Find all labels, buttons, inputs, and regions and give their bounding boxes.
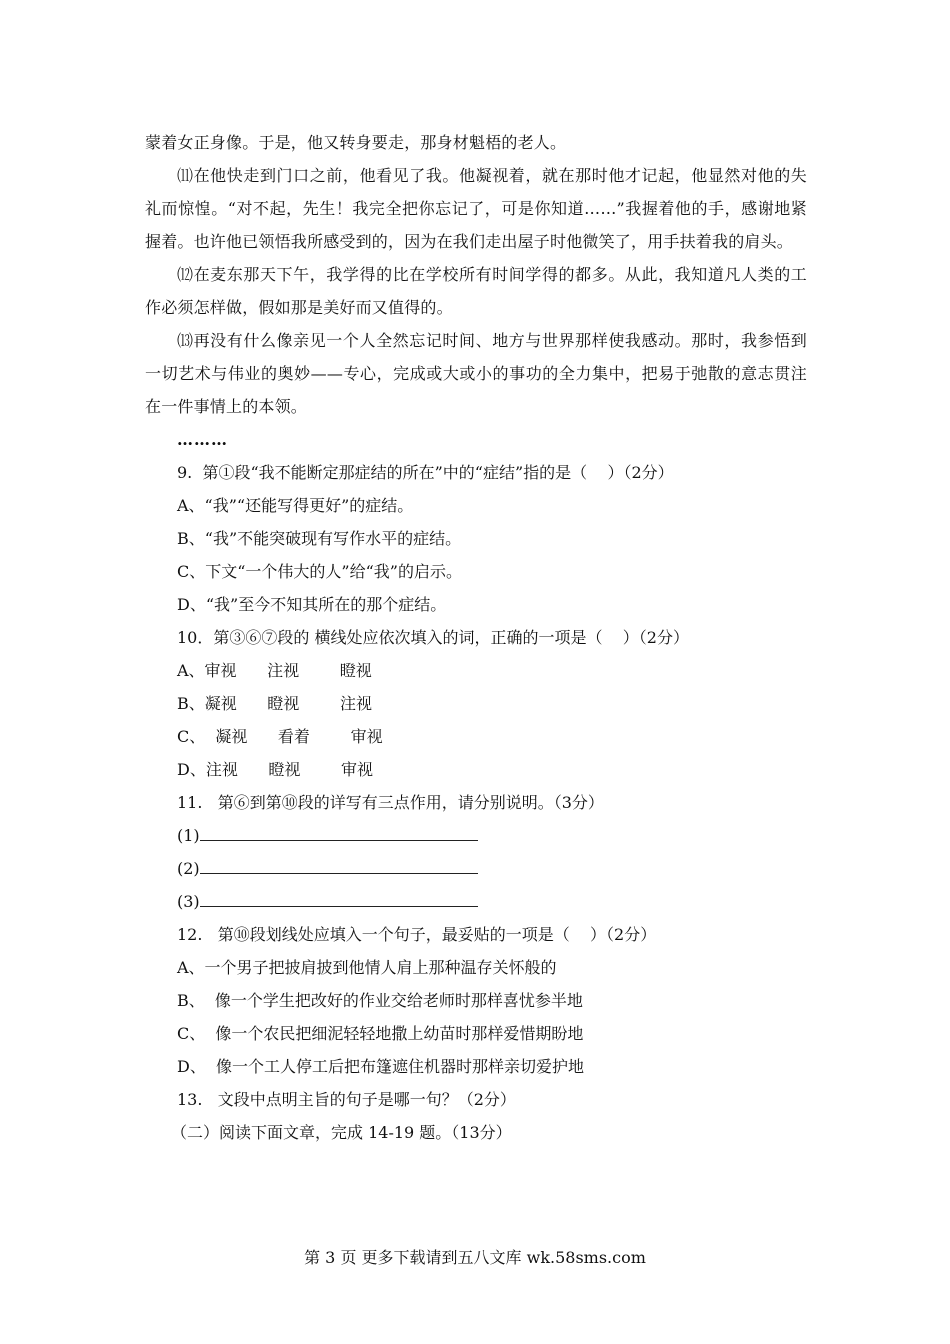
question-10-stem: 10．第③⑥⑦段的 横线处应依次填入的词，正确的一项是（ ）（2分） — [177, 628, 689, 647]
question-10-option-a: A、审视 注视 瞪视 — [177, 661, 372, 680]
passage-paragraph-12: ⑿在麦东那天下午，我学得的比在学校所有时间学得的都多。从此，我知道凡人类的工作必须怎样做，假如那是美好而又值得的。 — [145, 265, 807, 317]
question-12-option-b: B、 像一个学生把改好的作业交给老师时那样喜忧参半地 — [177, 991, 583, 1010]
question-11-blank-1 — [145, 819, 807, 852]
passage-ellipsis: ……… — [177, 430, 228, 449]
question-10-option-c: C、 凝视 看着 审视 — [177, 727, 383, 746]
question-12-option-a: A、一个男子把披肩披到他情人肩上那种温存关怀般的 — [177, 958, 557, 977]
question-12-stem: 12. 第⑩段划线处应填入一个句子，最妥贴的一项是（ ）（2分） — [177, 925, 657, 944]
question-9-stem: 9. 第①段“我不能断定那症结的所在”中的“症结”指的是（ ）（2分） — [177, 463, 674, 482]
question-11-stem: 11. 第⑥到第⑩段的详写有三点作用，请分别说明。（3分） — [177, 793, 604, 812]
section-2-instruction: （二）阅读下面文章，完成 14-19 题。（13分） — [171, 1123, 512, 1142]
question-11-blank-2 — [145, 852, 807, 885]
answer-line — [200, 820, 478, 841]
question-9-option-a: A、“我”“还能写得更好”的症结。 — [177, 496, 414, 515]
question-10-option-b: B、凝视 瞪视 注视 — [177, 694, 372, 713]
blank-label: (3) — [177, 892, 200, 911]
page-content — [145, 126, 807, 1149]
blank-label: (2) — [177, 859, 200, 878]
passage-paragraph-13: ⒀再没有什么像亲见一个人全然忘记时间、地方与世界那样使我感动。那时，我参悟到一切艺术与伟业的奥妙——专心，完成或大或小的事功的全力集中，把易于弛散的意志贯注在一件事情上的本领。 — [145, 331, 807, 416]
question-11-blank-3 — [145, 885, 807, 918]
answer-line — [200, 886, 478, 907]
answer-line — [200, 853, 478, 874]
question-10-option-d: D、注视 瞪视 审视 — [177, 760, 374, 779]
question-12-option-d: D、 像一个工人停工后把布篷遮住机器时那样亲切爱护地 — [177, 1057, 585, 1076]
passage-paragraph-11: ⑾在他快走到门口之前，他看见了我。他凝视着，就在那时他才记起，他显然对他的失礼而惊惶。“对不起，先生！我完全把你忘记了，可是你知道……”我握着他的手，感谢地紧握着。也许他已领悟我所感受到的，因为在我们走出屋子时他微笑了，用手扶着我的肩头。 — [145, 166, 807, 251]
question-9-option-d: D、“我”至今不知其所在的那个症结。 — [177, 595, 447, 614]
question-9-option-c: C、下文“一个伟大的人”给“我”的启示。 — [177, 562, 462, 581]
blank-label: (1) — [177, 826, 200, 845]
question-12-option-c: C、 像一个农民把细泥轻轻地撒上幼苗时那样爱惜期盼地 — [177, 1024, 584, 1043]
question-9-option-b: B、“我”不能突破现有写作水平的症结。 — [177, 529, 462, 548]
question-13-stem: 13. 文段中点明主旨的句子是哪一句？（2分） — [177, 1090, 516, 1109]
passage-paragraph-continued: 蒙着女正身像。于是，他又转身要走，那身材魁梧的老人。 — [145, 133, 567, 152]
page-footer: 第 3 页 更多下载请到五八文库 wk.58sms.com — [304, 1248, 646, 1267]
